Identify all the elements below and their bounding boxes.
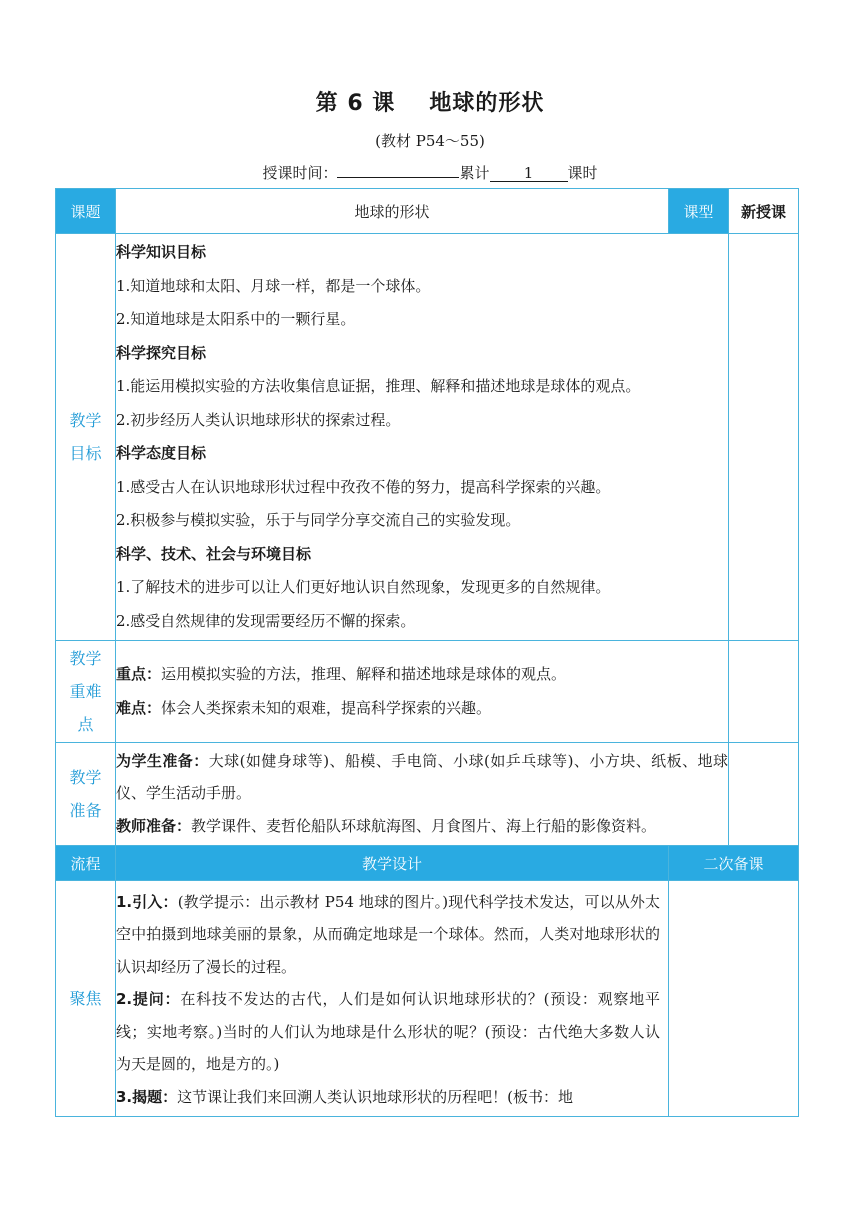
list-item: 1.了解技术的进步可以让人们更好地认识自然现象，发现更多的自然规律。 — [116, 578, 611, 596]
schedule-line — [0, 162, 860, 183]
topic-label: 课题 — [56, 189, 116, 234]
list-item: 1.感受古人在认识地球形状过程中孜孜不倦的努力，提高科学探索的兴趣。 — [116, 477, 611, 496]
time-blank — [337, 177, 459, 178]
goals-content — [116, 234, 729, 641]
flow-header: 流程 — [56, 846, 116, 881]
intro-paragraph: 1.引入：(教学提示：出示教材 P54 地球的图片。)现代科学技术发达，可以从外太空中拍摄到地球美丽的景象，从而确定地球是一个球体。然而，人类对地球形状的认识却经历了漫长的过程。 — [116, 892, 660, 976]
difficulty-point: 难点：体会人类探索未知的艰难，提高科学探索的兴趣。 — [116, 698, 492, 717]
list-item: 2.感受自然规律的发现需要经历不懈的探索。 — [116, 611, 416, 630]
topic-value: 地球的形状 — [116, 189, 669, 234]
type-value: 新授课 — [729, 189, 799, 234]
total-value: 1 — [490, 165, 568, 182]
key-points-row — [56, 641, 799, 743]
key-points-content — [116, 641, 729, 743]
focus-label: 聚焦 — [56, 881, 116, 1117]
textbook-pages: (教材 P54～55) — [375, 132, 485, 150]
lesson-number: 第 6 课 — [315, 91, 396, 116]
list-item: 2.初步经历人类认识地球形状的探索过程。 — [116, 410, 401, 429]
second-prep-cell — [669, 881, 799, 1117]
lesson-plan-table — [55, 188, 799, 1117]
type-label: 课型 — [669, 189, 729, 234]
preparation-row — [56, 743, 799, 846]
unit-label: 课时 — [567, 164, 598, 182]
focus-row — [56, 881, 799, 1117]
goals-row — [56, 234, 799, 641]
page-title — [0, 86, 860, 117]
reveal-paragraph: 3.揭题：这节课让我们来回溯人类认识地球形状的历程吧！(板书：地 — [116, 1087, 573, 1106]
goals-label: 教学 目标 — [56, 234, 116, 641]
knowledge-heading: 科学知识目标 — [116, 243, 207, 261]
inquiry-heading: 科学探究目标 — [116, 343, 207, 362]
key-point: 重点：运用模拟实验的方法，推理、解释和描述地球是球体的观点。 — [116, 665, 567, 683]
student-preparation: 为学生准备：大球(如健身球等)、船模、手电筒、小球(如乒乓球等)、小方块、纸板、地球仪、学生活动手册。 — [116, 751, 728, 803]
key-points-label: 教学 重难 点 — [56, 641, 116, 743]
second-prep-header: 二次备课 — [669, 846, 799, 881]
blank-cell — [729, 641, 799, 743]
stse-heading: 科学、技术、社会与环境目标 — [116, 544, 312, 563]
list-item: 1.能运用模拟实验的方法收集信息证据，推理、解释和描述地球是球体的观点。 — [116, 377, 641, 395]
attitude-heading: 科学态度目标 — [116, 444, 207, 462]
list-item: 1.知道地球和太阳、月球一样，都是一个球体。 — [116, 276, 431, 295]
question-paragraph: 2.提问：在科技不发达的古代，人们是如何认识地球形状的？(预设：观察地平线；实地考察。)当时的人们认为地球是什么形状的呢？(预设：古代绝大多数人认为天是圆的，地是方的。) — [116, 990, 660, 1074]
time-label: 授课时间： — [262, 164, 338, 182]
focus-content — [116, 881, 669, 1117]
list-item: 2.知道地球是太阳系中的一颗行星。 — [116, 310, 356, 328]
blank-cell — [729, 743, 799, 846]
preparation-content — [116, 743, 729, 846]
lesson-title: 地球的形状 — [429, 91, 545, 116]
list-item: 2.积极参与模拟实验，乐于与同学分享交流自己的实验发现。 — [116, 511, 521, 529]
teacher-preparation: 教师准备：教学课件、麦哲伦船队环球航海图、月食图片、海上行船的影像资料。 — [116, 816, 657, 835]
flow-header-row — [56, 846, 799, 881]
total-label: 累计 — [459, 164, 490, 182]
preparation-label: 教学 准备 — [56, 743, 116, 846]
design-header: 教学设计 — [116, 846, 669, 881]
topic-row — [56, 189, 799, 234]
blank-cell — [729, 234, 799, 641]
